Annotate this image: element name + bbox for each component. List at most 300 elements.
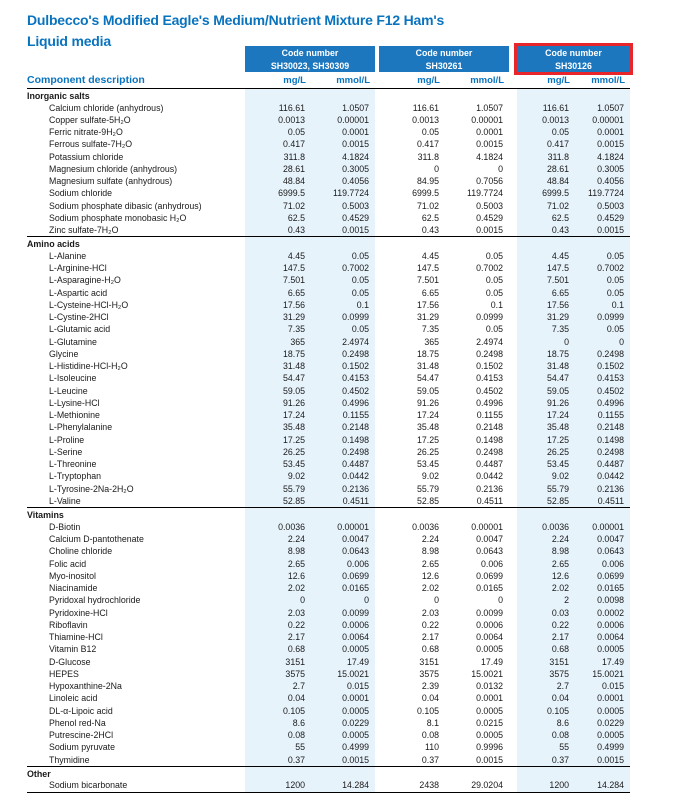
value-cell-mg: 0.43 — [551, 225, 569, 236]
value-cell-mg: 0.105 — [416, 705, 439, 716]
component-name: Calcium chloride (anhydrous) — [49, 102, 164, 113]
value-cell-mmol: 0.0015 — [597, 139, 624, 150]
value-cell-mg: 48.84 — [282, 176, 305, 187]
value-cell-mg: 2.39 — [421, 681, 439, 692]
page-title-line2: Liquid media — [27, 33, 111, 49]
table-row — [27, 533, 630, 545]
value-cell-mg: 0.37 — [287, 754, 305, 765]
value-cell-mmol: 0.0005 — [597, 644, 624, 655]
value-cell-mmol: 0.0002 — [597, 607, 624, 618]
table-row — [27, 409, 630, 421]
table-row — [27, 643, 630, 655]
value-cell-mmol: 0.1498 — [476, 434, 503, 445]
table-row — [27, 619, 630, 631]
component-name: L-Alanine — [49, 250, 87, 261]
value-cell-mmol: 0.0001 — [476, 693, 503, 704]
table-row — [27, 336, 630, 348]
value-cell-mmol: 0.015 — [346, 681, 369, 692]
value-cell-mg: 8.1 — [426, 717, 439, 728]
value-cell-mg: 0.37 — [421, 754, 439, 765]
table-row — [27, 582, 630, 594]
value-cell-mg: 71.02 — [282, 200, 305, 211]
section-title: Amino acids — [27, 239, 80, 250]
code-number-label: Code number — [281, 48, 339, 58]
value-cell-mg: 6.65 — [551, 287, 569, 298]
table-row — [27, 558, 630, 570]
section-title: Inorganic salts — [27, 91, 90, 101]
value-cell-mmol: 0.0643 — [476, 546, 503, 557]
component-name: Magnesium sulfate (anhydrous) — [49, 176, 173, 187]
value-cell-mmol: 0.2148 — [597, 422, 624, 433]
component-name: Choline chloride — [49, 546, 113, 557]
value-cell-mg: 4.45 — [551, 250, 569, 261]
value-cell-mg: 0.105 — [282, 705, 305, 716]
component-name: Calcium D-pantothenate — [49, 534, 144, 545]
value-cell-mg: 2.03 — [421, 607, 439, 618]
value-cell-mmol: 0.4153 — [342, 373, 369, 384]
value-cell-mmol: 0.05 — [351, 324, 369, 335]
value-cell-mg: 91.26 — [282, 397, 305, 408]
value-cell-mg: 59.05 — [416, 385, 439, 396]
value-cell-mg: 2.7 — [556, 681, 569, 692]
component-name: L-Lysine-HCl — [49, 397, 100, 408]
component-name: D-Biotin — [49, 521, 81, 532]
value-cell-mmol: 0.0999 — [476, 312, 503, 323]
value-cell-mg: 6999.5 — [278, 188, 305, 199]
value-cell-mg: 71.02 — [416, 200, 439, 211]
value-cell-mg: 0.05 — [551, 127, 569, 138]
value-cell-mmol: 0.006 — [346, 558, 369, 569]
table-row — [27, 631, 630, 643]
value-cell-mg: 31.29 — [416, 312, 439, 323]
value-cell-mg: 0.03 — [551, 607, 569, 618]
component-name: Myo-inositol — [49, 570, 96, 581]
value-cell-mg: 17.25 — [282, 434, 305, 445]
table-row — [27, 692, 630, 704]
code-number-label: Code number — [545, 48, 602, 58]
component-name: Magnesium chloride (anhydrous) — [49, 163, 178, 174]
table-row — [27, 570, 630, 582]
value-cell-mg: 3575 — [419, 668, 439, 679]
value-cell-mg: 2 — [564, 595, 569, 606]
table-row — [27, 311, 630, 323]
component-name: Zinc sulfate-7H₂O — [49, 225, 119, 236]
value-cell-mg: 52.85 — [282, 495, 305, 506]
value-cell-mmol: 0.0005 — [597, 705, 624, 716]
value-cell-mg: 53.45 — [546, 459, 569, 470]
value-cell-mmol: 0.015 — [601, 681, 624, 692]
value-cell-mg: 31.48 — [546, 361, 569, 372]
value-cell-mmol: 0.0015 — [597, 225, 624, 236]
section-title: Vitamins — [27, 510, 64, 521]
code-number-header-row — [245, 46, 630, 72]
value-cell-mg: 18.75 — [282, 348, 305, 359]
value-cell-mmol: 0.4502 — [342, 385, 369, 396]
value-cell-mmol: 0.0699 — [476, 570, 503, 581]
value-cell-mmol: 0.1155 — [597, 410, 624, 421]
value-cell-mg: 147.5 — [416, 263, 439, 274]
value-cell-mmol: 17.49 — [480, 656, 503, 667]
value-cell-mmol: 0 — [498, 163, 503, 174]
value-cell-mg: 18.75 — [546, 348, 569, 359]
value-cell-mg: 9.02 — [421, 471, 439, 482]
value-cell-mg: 3151 — [285, 656, 305, 667]
value-cell-mg: 17.24 — [546, 410, 569, 421]
table-row — [27, 348, 630, 360]
value-cell-mg: 6.65 — [421, 287, 439, 298]
value-cell-mmol: 0.2148 — [476, 422, 503, 433]
value-cell-mmol: 0.0005 — [476, 705, 503, 716]
value-cell-mmol: 0.0047 — [342, 534, 369, 545]
value-cell-mmol: 0.0442 — [597, 471, 624, 482]
value-cell-mg: 2.24 — [421, 534, 439, 545]
value-cell-mmol: 0.1498 — [597, 434, 624, 445]
table-row — [27, 372, 630, 384]
table-row — [27, 114, 630, 126]
code-number-block-sh30261 — [379, 46, 509, 72]
value-cell-mg: 365 — [290, 336, 305, 347]
value-cell-mmol: 0.0005 — [342, 644, 369, 655]
value-cell-mg: 8.98 — [287, 546, 305, 557]
value-cell-mmol: 0.2498 — [342, 348, 369, 359]
code-number-codes: SH30261 — [425, 60, 463, 71]
value-cell-mg: 59.05 — [546, 385, 569, 396]
table-row — [27, 151, 630, 163]
value-cell-mmol: 0.0047 — [597, 534, 624, 545]
value-cell-mg: 1200 — [285, 780, 305, 791]
component-name: L-Methionine — [49, 410, 100, 421]
value-cell-mg: 0.04 — [421, 693, 439, 704]
component-name: L-Proline — [49, 434, 85, 445]
table-row — [27, 680, 630, 692]
value-cell-mmol: 0.0999 — [597, 312, 624, 323]
value-cell-mmol: 0.0699 — [342, 570, 369, 581]
value-cell-mg: 0.22 — [287, 619, 305, 630]
table-row — [27, 717, 630, 729]
table-row — [27, 262, 630, 274]
value-cell-mmol: 0.3005 — [342, 163, 369, 174]
value-cell-mg: 31.48 — [416, 361, 439, 372]
value-cell-mmol: 2.4974 — [476, 336, 503, 347]
value-cell-mg: 7.35 — [421, 324, 439, 335]
value-cell-mmol: 0.2136 — [342, 483, 369, 494]
value-cell-mg: 311.8 — [283, 151, 305, 162]
table-row — [27, 200, 630, 212]
value-cell-mg: 4.45 — [287, 250, 305, 261]
value-cell-mmol: 0.0643 — [342, 546, 369, 557]
value-cell-mmol: 0.0006 — [476, 619, 503, 630]
value-cell-mg: 0.08 — [421, 730, 439, 741]
value-cell-mg: 147.5 — [546, 263, 569, 274]
value-cell-mmol: 0.00001 — [337, 114, 369, 125]
table-row — [27, 250, 630, 262]
value-cell-mg: 3575 — [549, 668, 569, 679]
value-cell-mg: 0.04 — [551, 693, 569, 704]
value-cell-mg: 12.6 — [287, 570, 305, 581]
value-cell-mg: 17.25 — [546, 434, 569, 445]
value-cell-mmol: 0.1498 — [342, 434, 369, 445]
table-row — [27, 545, 630, 557]
component-name: Sodium phosphate dibasic (anhydrous) — [49, 200, 202, 211]
value-cell-mg: 18.75 — [416, 348, 439, 359]
section-title: Other — [27, 768, 51, 779]
component-description-header: Component description — [27, 74, 145, 86]
value-cell-mmol: 0.2136 — [476, 483, 503, 494]
value-cell-mg: 2.65 — [551, 558, 569, 569]
value-cell-mg: 12.6 — [551, 570, 569, 581]
component-name: Putrescine-2HCl — [49, 730, 114, 741]
value-cell-mmol: 0.7002 — [342, 263, 369, 274]
value-cell-mmol: 0.1502 — [597, 361, 624, 372]
component-name: Sodium pyruvate — [49, 742, 116, 753]
value-cell-mmol: 0.0165 — [476, 583, 503, 594]
value-cell-mg: 2.65 — [421, 558, 439, 569]
table-row — [27, 741, 630, 753]
value-cell-mmol: 0.0064 — [476, 632, 503, 643]
value-cell-mg: 0.417 — [416, 139, 439, 150]
value-cell-mg: 0.68 — [287, 644, 305, 655]
value-cell-mg: 116.61 — [542, 102, 569, 113]
value-cell-mmol: 0.4999 — [597, 742, 624, 753]
value-cell-mg: 116.61 — [412, 102, 439, 113]
value-cell-mg: 62.5 — [421, 212, 439, 223]
component-name: Pyridoxine-HCl — [49, 607, 108, 618]
value-cell-mg: 0.68 — [421, 644, 439, 655]
value-cell-mmol: 0.4511 — [597, 495, 624, 506]
value-cell-mmol: 0.5003 — [476, 200, 503, 211]
value-cell-mmol: 0.0999 — [342, 312, 369, 323]
component-name: L-Glutamic acid — [49, 324, 111, 335]
unit-header-mg: mg/L — [283, 75, 306, 86]
value-cell-mmol: 0.0005 — [476, 644, 503, 655]
component-name: DL-α-Lipoic acid — [49, 705, 113, 716]
table-row — [27, 470, 630, 482]
value-cell-mg: 2.02 — [421, 583, 439, 594]
value-cell-mmol: 0.0005 — [476, 730, 503, 741]
value-cell-mmol: 0.05 — [351, 250, 369, 261]
value-cell-mg: 0.417 — [546, 139, 569, 150]
value-cell-mmol: 0.2498 — [476, 446, 503, 457]
value-cell-mmol: 0.4511 — [476, 495, 503, 506]
value-cell-mmol: 0.0165 — [342, 583, 369, 594]
value-cell-mmol: 0.006 — [601, 558, 624, 569]
value-cell-mmol: 0.05 — [351, 287, 369, 298]
component-name: HEPES — [49, 668, 79, 679]
value-cell-mmol: 0.0699 — [597, 570, 624, 581]
page-title-line1: Dulbecco's Modified Eagle's Medium/Nutrient Mixture F12 Ham's — [27, 12, 445, 28]
value-cell-mmol: 0.0005 — [342, 705, 369, 716]
value-cell-mmol: 0.05 — [606, 250, 624, 261]
component-name: Phenol red-Na — [49, 717, 106, 728]
component-name: Ferrous sulfate-7H₂O — [49, 139, 133, 150]
value-cell-mg: 311.8 — [547, 151, 569, 162]
value-cell-mmol: 119.7724 — [466, 188, 503, 199]
component-name: L-Tryptophan — [49, 471, 101, 482]
value-cell-mg: 0.22 — [421, 619, 439, 630]
value-cell-mg: 31.29 — [282, 312, 305, 323]
value-cell-mmol: 0.0442 — [476, 471, 503, 482]
value-cell-mmol: 0.0098 — [597, 595, 624, 606]
value-cell-mg: 31.48 — [282, 361, 305, 372]
component-name: Riboflavin — [49, 619, 88, 630]
value-cell-mmol: 0.2498 — [597, 446, 624, 457]
table-row — [27, 446, 630, 458]
table-row — [27, 138, 630, 150]
value-cell-mg: 7.501 — [546, 275, 569, 286]
component-name: L-Leucine — [49, 385, 88, 396]
value-cell-mmol: 0.0006 — [342, 619, 369, 630]
value-cell-mmol: 0.0064 — [342, 632, 369, 643]
value-cell-mmol: 0.5003 — [342, 200, 369, 211]
value-cell-mmol: 0.00001 — [471, 521, 503, 532]
value-cell-mg: 2.65 — [287, 558, 305, 569]
value-cell-mg: 26.25 — [416, 446, 439, 457]
value-cell-mg: 9.02 — [287, 471, 305, 482]
value-cell-mg: 8.98 — [421, 546, 439, 557]
component-name: Copper sulfate-5H₂O — [49, 114, 131, 125]
value-cell-mg: 0.22 — [551, 619, 569, 630]
value-cell-mmol: 0.0132 — [476, 681, 503, 692]
value-cell-mg: 0.0013 — [542, 114, 569, 125]
value-cell-mmol: 0.7002 — [476, 263, 503, 274]
value-cell-mmol: 0.0215 — [476, 717, 503, 728]
value-cell-mg: 84.95 — [416, 176, 439, 187]
value-cell-mg: 7.35 — [287, 324, 305, 335]
value-cell-mmol: 0.1155 — [342, 410, 369, 421]
value-cell-mg: 6999.5 — [542, 188, 569, 199]
value-cell-mmol: 0.2498 — [597, 348, 624, 359]
value-cell-mg: 2.17 — [421, 632, 439, 643]
value-cell-mmol: 0.05 — [351, 275, 369, 286]
table-row — [27, 323, 630, 335]
component-name: Hypoxanthine-2Na — [49, 681, 122, 692]
value-cell-mmol: 0.05 — [485, 275, 503, 286]
value-cell-mg: 91.26 — [546, 397, 569, 408]
value-cell-mg: 0.08 — [287, 730, 305, 741]
table-section — [27, 89, 630, 236]
code-number-label: Code number — [415, 48, 473, 58]
value-cell-mmol: 0 — [364, 595, 369, 606]
value-cell-mg: 2.03 — [287, 607, 305, 618]
value-cell-mmol: 15.0021 — [337, 668, 369, 679]
value-cell-mg: 0.417 — [282, 139, 305, 150]
value-cell-mmol: 17.49 — [346, 656, 369, 667]
table-row — [27, 421, 630, 433]
table-row — [27, 483, 630, 495]
value-cell-mmol: 0.1155 — [476, 410, 503, 421]
value-cell-mmol: 0.4153 — [597, 373, 624, 384]
value-cell-mmol: 0.4056 — [597, 176, 624, 187]
value-cell-mg: 0.37 — [551, 754, 569, 765]
value-cell-mmol: 1.0507 — [342, 102, 369, 113]
component-name: L-Isoleucine — [49, 373, 97, 384]
value-cell-mg: 2.02 — [551, 583, 569, 594]
value-cell-mg: 8.6 — [556, 717, 569, 728]
value-cell-mmol: 0.0442 — [342, 471, 369, 482]
value-cell-mg: 0.0013 — [278, 114, 305, 125]
component-name: Glycine — [49, 348, 79, 359]
table-row — [27, 397, 630, 409]
table-row — [27, 434, 630, 446]
value-cell-mg: 0.0036 — [412, 521, 439, 532]
value-cell-mmol: 0.0015 — [342, 754, 369, 765]
table-section — [27, 507, 630, 766]
value-cell-mmol: 0.0064 — [597, 632, 624, 643]
value-cell-mmol: 0.4996 — [476, 397, 503, 408]
value-cell-mmol: 0.1 — [611, 299, 624, 310]
value-cell-mg: 26.25 — [282, 446, 305, 457]
value-cell-mmol: 0.0001 — [597, 127, 624, 138]
component-name: Vitamin B12 — [49, 644, 97, 655]
value-cell-mmol: 119.7724 — [587, 188, 624, 199]
table-row — [27, 729, 630, 741]
table-row — [27, 754, 630, 766]
component-name: Pyridoxal hydrochloride — [49, 595, 141, 606]
value-cell-mg: 3575 — [285, 668, 305, 679]
value-cell-mmol: 0.05 — [485, 287, 503, 298]
value-cell-mg: 0.105 — [546, 705, 569, 716]
value-cell-mmol: 0.0015 — [476, 225, 503, 236]
value-cell-mmol: 0.05 — [485, 324, 503, 335]
value-cell-mg: 28.61 — [546, 163, 569, 174]
value-cell-mmol: 0.0229 — [597, 717, 624, 728]
value-cell-mmol: 15.0021 — [592, 668, 624, 679]
value-cell-mg: 8.98 — [551, 546, 569, 557]
value-cell-mmol: 0.4529 — [597, 212, 624, 223]
table-row — [27, 594, 630, 606]
value-cell-mg: 0 — [300, 595, 305, 606]
unit-header-mmol: mmol/L — [591, 75, 625, 86]
value-cell-mg: 52.85 — [546, 495, 569, 506]
component-name: L-Threonine — [49, 459, 97, 470]
value-cell-mmol: 0.5003 — [597, 200, 624, 211]
value-cell-mg: 59.05 — [282, 385, 305, 396]
value-cell-mg: 54.47 — [546, 373, 569, 384]
value-cell-mg: 54.47 — [282, 373, 305, 384]
value-cell-mg: 35.48 — [282, 422, 305, 433]
value-cell-mg: 26.25 — [546, 446, 569, 457]
table-row — [27, 705, 630, 717]
value-cell-mmol: 1.0507 — [597, 102, 624, 113]
value-cell-mmol: 0.0047 — [476, 534, 503, 545]
table-row — [27, 126, 630, 138]
value-cell-mg: 1200 — [549, 780, 569, 791]
value-cell-mmol: 0.4529 — [342, 212, 369, 223]
value-cell-mmol: 0.0001 — [476, 127, 503, 138]
value-cell-mg: 91.26 — [416, 397, 439, 408]
value-cell-mg: 0.08 — [551, 730, 569, 741]
value-cell-mmol: 0.4529 — [476, 212, 503, 223]
value-cell-mg: 2.24 — [287, 534, 305, 545]
component-name: L-Glutamine — [49, 336, 97, 347]
value-cell-mmol: 0.3005 — [597, 163, 624, 174]
value-cell-mmol: 15.0021 — [471, 668, 503, 679]
value-cell-mg: 0.0036 — [542, 521, 569, 532]
table-row — [27, 779, 630, 791]
value-cell-mmol: 0.0001 — [342, 693, 369, 704]
value-cell-mmol: 0.2498 — [476, 348, 503, 359]
value-cell-mg: 311.8 — [417, 151, 439, 162]
table-row — [27, 274, 630, 286]
value-cell-mg: 365 — [424, 336, 439, 347]
value-cell-mmol: 0.7056 — [476, 176, 503, 187]
value-cell-mmol: 0.05 — [485, 250, 503, 261]
value-cell-mmol: 4.1824 — [476, 151, 503, 162]
value-cell-mmol: 0.4999 — [342, 742, 369, 753]
value-cell-mg: 54.47 — [416, 373, 439, 384]
value-cell-mg: 2.17 — [287, 632, 305, 643]
value-cell-mg: 9.02 — [551, 471, 569, 482]
